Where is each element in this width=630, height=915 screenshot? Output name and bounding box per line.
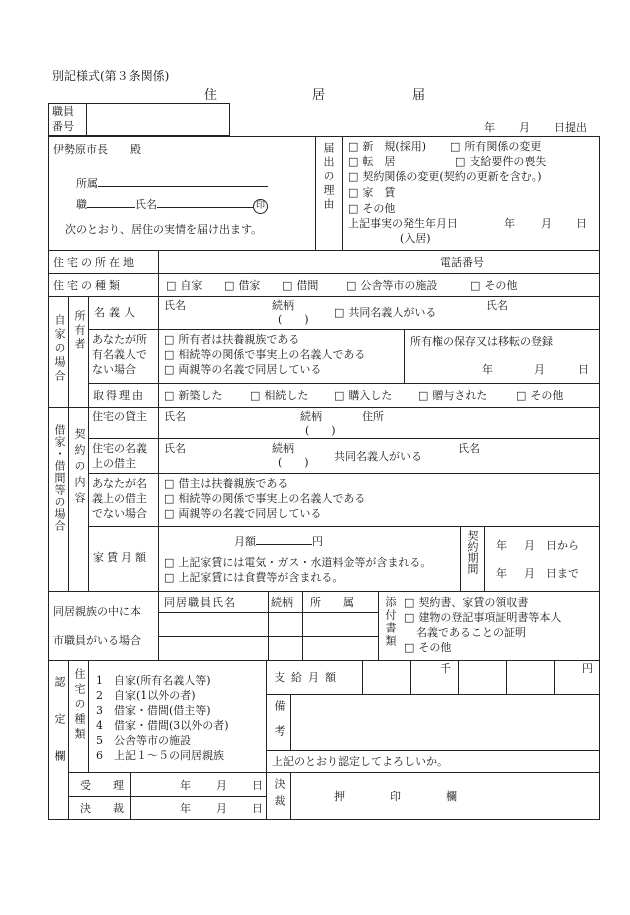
type-rent-house[interactable]: □ 借家	[224, 279, 260, 293]
title-char-1: 住	[204, 88, 218, 103]
acq-gift[interactable]: □ 贈与された	[418, 389, 487, 403]
occ-year: 年	[504, 217, 515, 230]
rented-outer-label: 借家・借間等の場合	[53, 424, 66, 532]
period-to-month: 月	[524, 567, 535, 580]
type-label: 住宅の種類	[53, 279, 123, 292]
landlord-relation: 続柄	[300, 410, 322, 423]
tenant-name2: 氏名	[458, 442, 480, 455]
tenant-label-1: 住宅の名義	[92, 442, 147, 455]
phone-label: 電話番号	[440, 256, 484, 269]
occ-day: 日	[576, 217, 587, 230]
not-owner-1: あなたが所	[92, 333, 147, 346]
type-4: 4 借家・借間(3以外の者)	[96, 719, 229, 732]
owner-label: 名義人	[94, 306, 139, 319]
remarks-label: 備考	[273, 700, 286, 750]
receipt-day: 日	[252, 779, 263, 792]
owner-name2: 氏名	[486, 299, 508, 312]
type-3: 3 借家・借間(借主等)	[96, 704, 211, 717]
occurrence-sub: (入居)	[400, 232, 431, 245]
not-owner-3: ない場合	[92, 363, 136, 376]
cohabit-label-1: 同居親族の中に本	[53, 605, 141, 618]
registry-label: 所有権の保存又は移転の登録	[410, 335, 553, 348]
staff-label-1: 職員	[52, 105, 74, 118]
acq-buy[interactable]: □ 購入した	[334, 389, 392, 403]
receipt-year: 年	[180, 779, 191, 792]
type-5: 5 公舎等市の施設	[96, 734, 191, 747]
owner-opt-1[interactable]: □ 所有者は扶養親族である	[164, 333, 299, 347]
occ-month: 月	[541, 217, 552, 230]
reason-loss[interactable]: □ 支給要件の喪失	[455, 155, 546, 169]
landlord-paren: ( )	[305, 424, 336, 437]
pay-label: 支給月額	[274, 671, 342, 684]
staff-number-box	[48, 103, 230, 136]
tenant-paren: ( )	[278, 456, 309, 469]
type-1: 1 自家(所有名義人等)	[96, 674, 211, 687]
acq-other[interactable]: □ その他	[516, 389, 563, 403]
title-char-2: 居	[312, 88, 326, 103]
approval-type-label: 住宅の種類	[73, 668, 86, 743]
period-to-year: 年	[496, 567, 507, 580]
tenant-relation: 続柄	[272, 442, 294, 455]
reg-year: 年	[482, 363, 493, 376]
name-row: 職 氏名 印	[76, 195, 268, 214]
form-number: 別記様式(第３条関係)	[52, 69, 170, 83]
acq-label: 取得理由	[93, 389, 145, 402]
rented-inner-label: 契約の内容	[73, 428, 86, 508]
tenant-opt-1[interactable]: □ 借主は扶養親族である	[164, 477, 288, 491]
owned-outer-label: 自家の場合	[53, 314, 66, 384]
period-label: 契約期間	[466, 530, 479, 574]
type-6: 6 上記１～５の同居親族	[96, 749, 224, 762]
stamp-label: 押 印 欄	[334, 790, 460, 803]
decision-year: 年	[180, 802, 191, 815]
tenant-name: 氏名	[164, 442, 186, 455]
approve-text: 上記のとおり認定してよろしいか。	[272, 755, 448, 768]
period-from-year: 年	[496, 539, 507, 552]
cohabit-label-2: 市職員がいる場合	[53, 634, 141, 647]
type-public[interactable]: □ 公舎等市の施設	[346, 279, 437, 293]
reason-rent[interactable]: □ 家 賃	[348, 186, 395, 200]
rent-monthly: 月額 円	[234, 532, 323, 549]
attach-other[interactable]: □ その他	[404, 641, 451, 655]
seal-icon: 印	[253, 199, 268, 214]
attach-registry[interactable]: □ 建物の登記事項証明書等本人	[404, 611, 561, 625]
owner-paren: ( )	[278, 313, 309, 326]
type-own[interactable]: □ 自家	[166, 279, 202, 293]
reason-contract-change[interactable]: □ 契約関係の変更(契約の更新を含む。)	[348, 170, 542, 184]
decision-day: 日	[252, 802, 263, 815]
co-owner[interactable]: □ 共同名義人がいる	[334, 306, 436, 320]
not-tenant-3: でない場合	[92, 507, 147, 520]
owner-opt-2[interactable]: □ 相続等の関係で事実上の名義人である	[164, 348, 365, 362]
receipt-month: 月	[216, 779, 227, 792]
rent-opt-utilities[interactable]: □ 上記家賃には電気・ガス・水道料金等が含まれる。	[164, 556, 431, 570]
tenant-opt-3[interactable]: □ 両親等の名義で同居している	[164, 507, 321, 521]
reason-ownership-change[interactable]: □ 所有関係の変更	[450, 140, 541, 154]
decision-month: 月	[216, 802, 227, 815]
submit-month: 月	[519, 121, 530, 134]
tenant-opt-2[interactable]: □ 相続等の関係で事実上の名義人である	[164, 492, 365, 506]
owner-name: 氏名	[164, 299, 186, 312]
co-tenant: 共同名義人がいる	[334, 450, 422, 463]
pay-yen: 円	[582, 662, 593, 675]
period-from: 日から	[546, 539, 579, 552]
attach-registry-cont: 名義であることの証明	[416, 626, 526, 639]
address-label: 住宅の所在地	[53, 256, 137, 269]
landlord-address: 住所	[362, 410, 384, 423]
owner-opt-3[interactable]: □ 両親等の名義で同居している	[164, 363, 321, 377]
title-char-3: 届	[412, 88, 426, 103]
declaration: 次のとおり、居住の実情を届け出ます。	[65, 223, 263, 236]
reason-move[interactable]: □ 転 居	[348, 155, 395, 169]
rent-label: 家賃月額	[93, 551, 149, 564]
dept-row: 所属	[76, 174, 268, 191]
staff-label-2: 番号	[52, 120, 74, 133]
sign-label: 決裁	[273, 778, 286, 812]
reason-other[interactable]: □ その他	[348, 202, 395, 216]
occurrence-label: 上記事実の発生年月日	[348, 217, 458, 230]
decision-label: 決 裁	[80, 802, 124, 815]
submit-year: 年	[484, 121, 495, 134]
submit-day: 日提出	[554, 121, 587, 134]
col-dept: 所 属	[310, 596, 354, 609]
period-from-month: 月	[524, 539, 535, 552]
acq-inherit[interactable]: □ 相続した	[250, 389, 308, 403]
type-other[interactable]: □ その他	[470, 279, 517, 293]
not-owner-2: 有名義人で	[92, 348, 147, 361]
type-rent-room[interactable]: □ 借間	[282, 279, 318, 293]
reason-new[interactable]: □ 新 規(採用)	[348, 140, 426, 154]
approval-label: 認定欄	[53, 676, 66, 787]
landlord-label: 住宅の貸主	[92, 410, 147, 423]
tenant-label-2: 上の借主	[92, 457, 136, 470]
owner-relation: 続柄	[272, 299, 294, 312]
landlord-name: 氏名	[164, 410, 186, 423]
acq-built[interactable]: □ 新築した	[164, 389, 222, 403]
reg-day: 日	[578, 363, 589, 376]
reason-label: 届出の理由	[322, 142, 335, 212]
not-tenant-1: あなたが名	[92, 477, 147, 490]
col-name: 同居職員氏名	[164, 596, 236, 609]
pay-thousand: 千	[440, 662, 451, 675]
owned-inner-label: 所有者	[73, 310, 86, 352]
rent-opt-meals[interactable]: □ 上記家賃には食費等が含まれる。	[164, 571, 343, 585]
attach-label: 添付書類	[384, 596, 397, 648]
reg-month: 月	[534, 363, 545, 376]
not-tenant-2: 義上の借主	[92, 492, 147, 505]
col-relation: 続柄	[271, 596, 293, 609]
receipt-label: 受 理	[80, 779, 124, 792]
type-2: 2 自家(1以外の者)	[96, 689, 196, 702]
attach-contract[interactable]: □ 契約書、家賃の領収書	[404, 596, 528, 610]
period-to: 日まで	[546, 567, 579, 580]
addressee-to: 伊勢原市長 殿	[53, 143, 141, 156]
